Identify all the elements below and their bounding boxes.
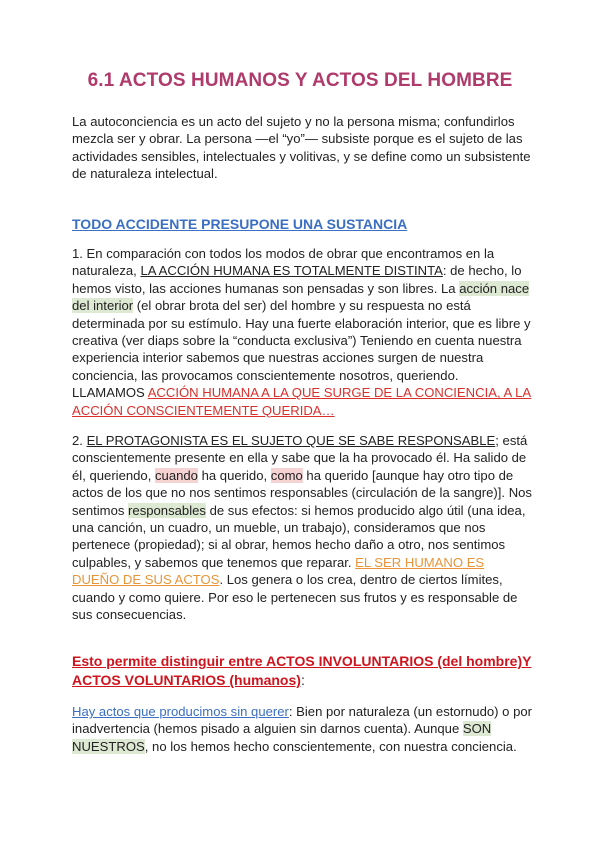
section-heading-actos (72, 652, 532, 690)
text-run: 2. (72, 433, 87, 448)
text-run: 1. En comparación con todos los modos de obrar que encontramos en la naturaleza, (72, 246, 495, 279)
underlined-phrase: EL PROTAGONISTA ES EL SUJETO QUE SE SABE RESPONSABLE (86, 433, 496, 448)
underlined-phrase: LA ACCIÓN HUMANA ES TOTALMENTE DISTINTA (140, 263, 443, 279)
text-run: , no los hemos hecho conscientemente, con nuestra conciencia. (144, 738, 517, 754)
highlighted-word-responsables: responsables (128, 502, 206, 518)
text-run: (el obrar brota del ser) del hombre y su respuesta no está determinada por su estímulo. Hay una fuerte elaboración interior, que es libre y creativa (ver diaps sobre la “conducta exclusiva”) Teniendo en cuenta nuestra experiencia interior sabemos que nuestras acciones surgen de nuestra conciencia, las provocamos conscientemente nosotros, queriendo. LLAMAMOS (72, 298, 531, 401)
orange-underlined-phrase: EL SER HUMANO ES DUEÑO DE SUS ACTOS (72, 554, 485, 588)
text-run: ha querido [aunque hay otro tipo de actos de los que no nos sentimos responsables (circulación de la sangre)]. Nos sentimos (72, 467, 532, 518)
intro-paragraph: La autoconciencia es un acto del sujeto y no la persona misma; confundirlos mezcla ser y obrar. La persona —el “yo”— subsiste porque es el sujeto de las actividades sensibles, intelectuales y volitivas, y se define como un subsistente de naturaleza intelectual. (72, 114, 531, 182)
highlighted-word-como: como (270, 467, 303, 483)
text-run: ; está conscientemente presente en ella y sabe que la ha provocado él. Ha salido de él, queriendo, (72, 433, 528, 483)
paragraph-actos-involuntarios (72, 703, 532, 755)
heading-text: Esto permite distinguir entre ACTOS INVOLUNTARIOS (del hombre)Y ACTOS VOLUNTARIOS (humanos) (72, 653, 532, 688)
text-run: : Bien por naturaleza (un estornudo) o por inadvertencia (hemos pisado a alguien sin darnos cuenta). Aunque (72, 704, 533, 737)
text-run: : de hecho, lo hemos visto, las acciones humanas son pensadas y son libres. La (72, 263, 522, 296)
section-heading-sustancia: TODO ACCIDENTE PRESUPONE UNA SUSTANCIA (72, 216, 408, 232)
heading-colon: : (300, 672, 305, 688)
highlighted-phrase: SON NUESTROS (72, 721, 492, 754)
paragraph-accion-humana (72, 245, 532, 419)
highlighted-word-cuando: cuando (155, 467, 198, 483)
paragraph-protagonista (72, 432, 532, 623)
text-run: . Los genera o los crea, dentro de ciertos límites, cuando y como quiere. Por eso le pertenecen sus frutos y es responsable de sus consecuencias. (72, 572, 518, 623)
highlighted-phrase: acción nace del interior (72, 280, 530, 314)
red-underlined-definition: ACCIÓN HUMANA A LA QUE SURGE DE LA CONCIENCIA, A LA ACCIÓN CONSCIENTEMENTE QUERIDA… (72, 385, 532, 418)
text-run: ha querido, (197, 467, 271, 483)
text-run: de sus efectos: si hemos producido algo útil (una idea, una canción, un cuadro, un mueble, un trabajo), consideramos que nos pertenece (propiedad); si al obrar, hemos hecho daño a otro, nos sentimos culpables, y sabemos que tenemos que reparar. (72, 502, 526, 570)
page-title: 6.1 ACTOS HUMANOS Y ACTOS DEL HOMBRE (87, 70, 513, 91)
blue-underlined-phrase: Hay actos que producimos sin querer (72, 704, 289, 719)
